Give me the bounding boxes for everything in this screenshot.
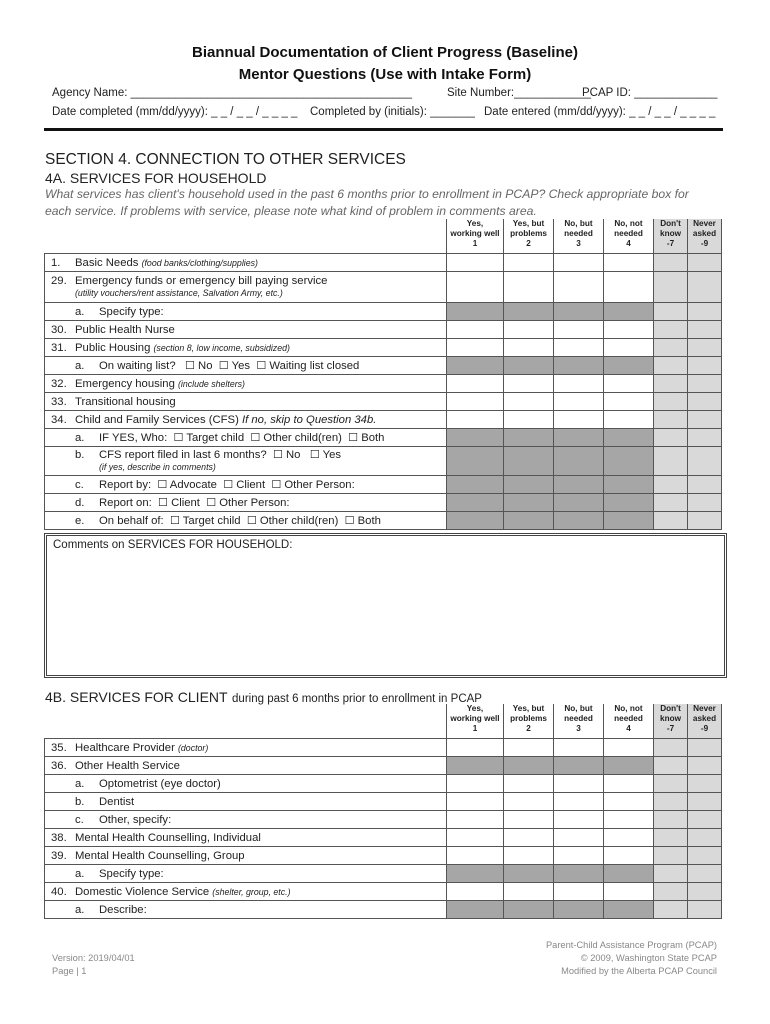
checkbox[interactable]: ☐ [206,497,217,509]
completed-by-field[interactable]: Completed by (initials): _______ [310,106,475,118]
checkbox[interactable]: ☐ [250,432,261,444]
checkbox[interactable]: ☐ [246,515,257,527]
col-yes-working-well: Yes, working well 1 [447,704,504,739]
checkbox[interactable]: ☐ [157,479,168,491]
section-4a-instructions: What services has client's household used in the past 6 months prior to enrollment in PCAP? Check appropriate box for [45,187,689,201]
form-title: Biannual Documentation of Client Progress (Baseline) [192,44,578,61]
table-row: 34. Child and Family Services (CFS) If no, skip to Question 34b. [45,411,722,429]
table-row: a. IF YES, Who: ☐ Target child ☐ Other child(ren) ☐ Both [45,429,722,447]
client-services-table [44,704,722,919]
footer-modified: Modified by the Alberta PCAP Council [561,966,717,976]
col-dont-know: Don't know -7 [654,704,688,739]
checkbox[interactable]: ☐ [344,515,355,527]
footer-version: Version: 2019/04/01 [52,953,135,963]
col-no-not-needed: No, not needed 4 [604,219,654,254]
checkbox[interactable]: ☐ [271,479,282,491]
table-row: e. On behalf of: ☐ Target child ☐ Other child(ren) ☐ Both [45,512,722,530]
section-4b-title: 4B. SERVICES FOR CLIENT during past 6 months prior to enrollment in PCAP [45,689,482,705]
table-row: 40. Domestic Violence Service (shelter, group, etc.) [45,883,722,901]
household-comments-box[interactable] [44,533,727,678]
col-yes-but-problems: Yes, but problems 2 [504,704,554,739]
table-row: c. Other, specify: [45,811,722,829]
table-row: 1. Basic Needs (food banks/clothing/supplies) [45,254,722,272]
section-4a-title: 4A. SERVICES FOR HOUSEHOLD [45,170,267,186]
table-row: 36. Other Health Service [45,757,722,775]
site-number-field[interactable]: Site Number:____________ [447,87,591,99]
table-row: a. Optometrist (eye doctor) [45,775,722,793]
table-header-row [45,704,722,739]
col-no-not-needed: No, not needed 4 [604,704,654,739]
table-row: d. Report on: ☐ Client ☐ Other Person: [45,494,722,512]
form-subtitle: Mentor Questions (Use with Intake Form) [238,66,532,83]
footer-program: Parent-Child Assistance Program (PCAP) [545,940,717,950]
table-row: 32. Emergency housing (include shelters) [45,375,722,393]
table-row: a. Specify type: [45,303,722,321]
checkbox[interactable]: ☐ [272,449,283,461]
table-row: 38. Mental Health Counselling, Individual [45,829,722,847]
table-row: b. CFS report filed in last 6 months? ☐ No ☐ Yes (if yes, describe in comments) [45,447,722,476]
table-row: a. Describe: [45,901,722,919]
agency-name-field[interactable]: Agency Name: ____________________________________________ [52,87,413,99]
col-dont-know: Don't know -7 [654,219,688,254]
footer-copyright: © 2009, Washington State PCAP [580,953,717,963]
table-row: 31. Public Housing (section 8, low income, subsidized) [45,339,722,357]
comments-label: Comments on SERVICES FOR HOUSEHOLD: [53,539,293,551]
household-services-table [44,219,722,530]
table-row: 30. Public Health Nurse [45,321,722,339]
col-never-asked: Never asked -9 [688,704,722,739]
table-header-row [45,219,722,254]
date-entered-field[interactable]: Date entered (mm/dd/yyyy): _ _ / _ _ / _ _ _ _ [484,106,716,118]
table-row: b. Dentist [45,793,722,811]
table-row: c. Report by: ☐ Advocate ☐ Client ☐ Other Person: [45,476,722,494]
table-row: 39. Mental Health Counselling, Group [45,847,722,865]
checkbox[interactable]: ☐ [173,432,184,444]
checkbox[interactable]: ☐ [169,515,180,527]
checkbox[interactable]: ☐ [309,449,320,461]
table-row: 33. Transitional housing [45,393,722,411]
col-no-but-needed: No, but needed 3 [554,219,604,254]
table-row: a. On waiting list? ☐ No ☐ Yes ☐ Waiting list closed [45,357,722,375]
col-no-but-needed: No, but needed 3 [554,704,604,739]
date-completed-field[interactable]: Date completed (mm/dd/yyyy): _ _ / _ _ / _ _ _ _ [52,106,298,118]
section-4a-instructions-2: each service. If problems with service, please note what kind of problem in comments area. [45,204,537,218]
footer-page: Page | 1 [52,966,87,976]
table-row: a. Specify type: [45,865,722,883]
checkbox[interactable]: ☐ [218,360,229,372]
pcap-id-field[interactable]: PCAP ID: _____________ [582,87,718,99]
checkbox[interactable]: ☐ [185,360,195,372]
col-yes-working-well: Yes, working well 1 [447,219,504,254]
checkbox[interactable]: ☐ [256,360,267,372]
col-never-asked: Never asked -9 [688,219,722,254]
checkbox[interactable]: ☐ [348,432,359,444]
checkbox[interactable]: ☐ [158,497,168,509]
table-row: 35. Healthcare Provider (doctor) [45,739,722,757]
col-yes-but-problems: Yes, but problems 2 [504,219,554,254]
section-title: SECTION 4. CONNECTION TO OTHER SERVICES [45,151,406,168]
checkbox[interactable]: ☐ [223,479,234,491]
header-divider [44,128,723,131]
table-row: 29. Emergency funds or emergency bill paying service (utility vouchers/rent assistance, Salvation Army, etc.) [45,272,722,303]
